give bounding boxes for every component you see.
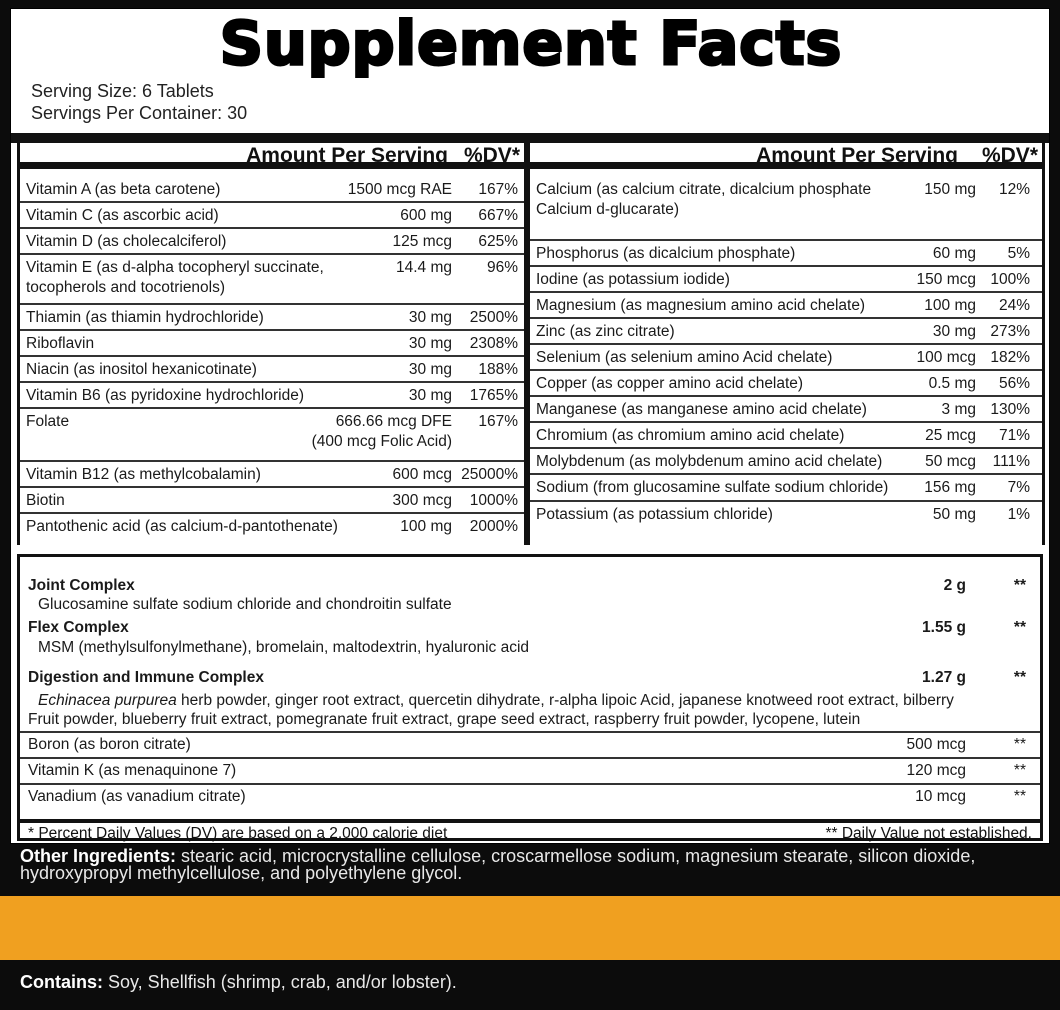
nutrient-dv: 2000% bbox=[469, 518, 518, 535]
nutrient-amount: 3 mg bbox=[941, 401, 976, 418]
nutrient-amount: 156 mg bbox=[924, 479, 976, 496]
nutrient-row bbox=[20, 255, 524, 305]
blend-description: Glucosamine sulfate sodium chloride and chondroitin sulfate bbox=[38, 596, 452, 613]
footnote-dv: * Percent Daily Values (DV) are based on a 2,000 calorie diet bbox=[28, 825, 448, 842]
blends-section bbox=[17, 554, 1043, 841]
nutrient-amount: 300 mcg bbox=[392, 492, 452, 509]
nutrient-row bbox=[20, 305, 524, 331]
nutrient-amount: 1500 mcg RAE bbox=[347, 181, 452, 198]
nutrient-dv: 667% bbox=[478, 207, 518, 224]
nutrient-dv: 2308% bbox=[469, 335, 518, 352]
nutrient-amount: 600 mcg bbox=[392, 466, 452, 483]
blend-dv: ** bbox=[1013, 669, 1026, 686]
nutrient-row bbox=[20, 357, 524, 383]
nutrient-name: Vitamin C (as ascorbic acid) bbox=[26, 207, 219, 224]
nutrient-row bbox=[530, 371, 1042, 397]
footnote bbox=[20, 819, 1040, 841]
extra-name: Vanadium (as vanadium citrate) bbox=[28, 788, 246, 805]
divider bbox=[20, 731, 1040, 733]
extra-amount: 10 mcg bbox=[915, 788, 966, 805]
blend-description: MSM (methylsulfonylmethane), bromelain, maltodextrin, hyaluronic acid bbox=[38, 639, 530, 656]
nutrient-row bbox=[20, 177, 524, 203]
accent-band bbox=[0, 896, 1060, 960]
nutrient-name: Manganese (as manganese amino acid chelate) bbox=[536, 401, 867, 418]
blend-dv: ** bbox=[1013, 619, 1026, 636]
extra-dv: ** bbox=[1013, 788, 1026, 805]
blend-name: Digestion and Immune Complex bbox=[28, 669, 264, 686]
nutrient-dv: 1000% bbox=[469, 492, 518, 509]
nutrient-amount-2: (400 mcg Folic Acid) bbox=[311, 433, 452, 450]
nutrient-row bbox=[530, 267, 1042, 293]
nutrient-dv: 167% bbox=[478, 181, 518, 198]
blend-description-italic: Echinacea purpurea bbox=[38, 692, 177, 709]
nutrient-name: Folate bbox=[26, 413, 70, 430]
extra-amount: 500 mcg bbox=[906, 736, 966, 753]
amount-header: Amount Per Serving bbox=[756, 144, 958, 167]
other-ingredients-text: stearic acid, microcrystalline cellulose, croscarmellose sodium, magnesium stearate, silicon dioxide, bbox=[176, 846, 976, 866]
nutrient-name: Riboflavin bbox=[26, 335, 95, 352]
nutrient-name: Sodium (from glucosamine sulfate sodium chloride) bbox=[536, 479, 889, 496]
nutrient-name: Pantothenic acid (as calcium-d-pantothenate) bbox=[26, 518, 338, 535]
nutrient-amount: 25 mcg bbox=[925, 427, 976, 444]
nutrient-row bbox=[20, 409, 524, 462]
nutrient-row bbox=[20, 229, 524, 255]
nutrient-dv: 273% bbox=[990, 323, 1030, 340]
nutrient-row bbox=[20, 488, 524, 514]
nutrient-name: Phosphorus (as dicalcium phosphate) bbox=[536, 245, 796, 262]
nutrient-row bbox=[530, 319, 1042, 345]
nutrient-dv: 12% bbox=[998, 181, 1030, 198]
nutrient-name: Niacin (as inositol hexanicotinate) bbox=[26, 361, 257, 378]
nutrient-row bbox=[530, 423, 1042, 449]
nutrient-name: Potassium (as potassium chloride) bbox=[536, 506, 773, 523]
nutrient-row bbox=[530, 449, 1042, 475]
dv-header: %DV* bbox=[463, 144, 520, 167]
nutrient-amount: 666.66 mcg DFE bbox=[335, 413, 452, 430]
nutrient-dv: 71% bbox=[998, 427, 1030, 444]
mineral-rows bbox=[530, 177, 1042, 532]
nutrient-dv: 56% bbox=[998, 375, 1030, 392]
nutrient-dv: 100% bbox=[990, 271, 1030, 288]
vitamins-column bbox=[17, 143, 527, 545]
allergen-statement bbox=[20, 972, 457, 992]
nutrient-dv: 1765% bbox=[469, 387, 518, 404]
contains-label: Contains: bbox=[20, 972, 103, 992]
nutrient-name: Thiamin (as thiamin hydrochloride) bbox=[26, 309, 264, 326]
other-ingredients-label: Other Ingredients: bbox=[20, 846, 177, 866]
nutrient-row bbox=[530, 475, 1042, 502]
column-header bbox=[530, 143, 1042, 169]
nutrient-name: Copper (as copper amino acid chelate) bbox=[536, 375, 804, 392]
nutrient-amount: 30 mg bbox=[408, 309, 452, 326]
blend-amount: 1.27 g bbox=[922, 669, 966, 686]
other-ingredients bbox=[20, 848, 1050, 882]
nutrient-amount: 30 mg bbox=[408, 335, 452, 352]
column-header bbox=[20, 143, 524, 169]
nutrient-amount: 125 mcg bbox=[392, 233, 452, 250]
nutrient-row bbox=[20, 331, 524, 357]
nutrient-row bbox=[530, 177, 1042, 241]
nutrient-name: Magnesium (as magnesium amino acid chelate) bbox=[536, 297, 866, 314]
blend-name: Flex Complex bbox=[28, 619, 129, 636]
nutrient-dv: 96% bbox=[486, 259, 518, 276]
nutrient-name-2: Calcium d-glucarate) bbox=[536, 201, 679, 218]
nutrient-row bbox=[20, 514, 524, 540]
divider-bar bbox=[11, 133, 1049, 143]
nutrient-amount: 14.4 mg bbox=[395, 259, 452, 276]
nutrient-name: Vitamin B6 (as pyridoxine hydrochloride) bbox=[26, 387, 304, 404]
nutrient-dv: 25000% bbox=[461, 466, 518, 483]
nutrient-row bbox=[20, 383, 524, 409]
divider bbox=[20, 757, 1040, 759]
nutrient-amount: 60 mg bbox=[932, 245, 976, 262]
nutrient-name: Molybdenum (as molybdenum amino acid chelate) bbox=[536, 453, 883, 470]
nutrient-amount: 100 mg bbox=[400, 518, 452, 535]
nutrient-dv: 188% bbox=[478, 361, 518, 378]
nutrient-name: Vitamin A (as beta carotene) bbox=[26, 181, 221, 198]
blend-description bbox=[38, 692, 1032, 710]
nutrient-dv: 167% bbox=[478, 413, 518, 430]
nutrient-row bbox=[530, 241, 1042, 267]
minerals-column bbox=[527, 143, 1045, 545]
nutrient-dv: 130% bbox=[990, 401, 1030, 418]
nutrient-amount: 30 mg bbox=[408, 361, 452, 378]
footnote-not-established: ** Daily Value not established. bbox=[825, 825, 1032, 842]
nutrient-amount: 30 mg bbox=[408, 387, 452, 404]
nutrient-row bbox=[530, 397, 1042, 423]
nutrient-row bbox=[530, 345, 1042, 371]
nutrient-amount: 50 mg bbox=[932, 506, 976, 523]
nutrient-amount: 30 mg bbox=[932, 323, 976, 340]
nutrient-name: Vitamin D (as cholecalciferol) bbox=[26, 233, 227, 250]
blend-description-2: Fruit powder, blueberry fruit extract, pomegranate fruit extract, grape seed extract, raspberry fruit powder, lycopene, lutein bbox=[28, 711, 861, 728]
nutrient-dv: 1% bbox=[1007, 506, 1030, 523]
nutrient-name: Zinc (as zinc citrate) bbox=[536, 323, 675, 340]
nutrient-name-2: tocopherols and tocotrienols) bbox=[26, 279, 226, 296]
nutrient-dv: 182% bbox=[990, 349, 1030, 366]
nutrient-dv: 7% bbox=[1007, 479, 1030, 496]
vitamin-rows bbox=[20, 177, 524, 540]
extra-amount: 120 mcg bbox=[906, 762, 966, 779]
nutrient-amount: 150 mg bbox=[924, 181, 976, 198]
extra-dv: ** bbox=[1013, 762, 1026, 779]
nutrient-row bbox=[530, 502, 1042, 532]
nutrient-amount: 0.5 mg bbox=[928, 375, 976, 392]
blend-amount: 2 g bbox=[943, 577, 966, 594]
nutrient-dv: 111% bbox=[992, 453, 1030, 470]
extra-name: Boron (as boron citrate) bbox=[28, 736, 191, 753]
other-ingredients-text-2: hydroxypropyl methylcellulose, and polyethylene glycol. bbox=[20, 863, 463, 883]
nutrient-dv: 2500% bbox=[469, 309, 518, 326]
nutrient-name: Vitamin B12 (as methylcobalamin) bbox=[26, 466, 261, 483]
nutrient-name: Selenium (as selenium amino Acid chelate) bbox=[536, 349, 833, 366]
blend-amount: 1.55 g bbox=[922, 619, 966, 636]
nutrient-name: Iodine (as potassium iodide) bbox=[536, 271, 730, 288]
nutrient-name: Calcium (as calcium citrate, dicalcium phosphate bbox=[536, 181, 872, 198]
blend-description-text: herb powder, ginger root extract, quercetin dihydrate, r-alpha lipoic Acid, japanese knotweed root extract, bilberry bbox=[176, 692, 954, 709]
nutrient-amount: 600 mg bbox=[400, 207, 452, 224]
supplement-facts-panel bbox=[10, 8, 1050, 844]
extra-name: Vitamin K (as menaquinone 7) bbox=[28, 762, 237, 779]
extra-dv: ** bbox=[1013, 736, 1026, 753]
nutrient-name: Chromium (as chromium amino acid chelate) bbox=[536, 427, 845, 444]
nutrient-amount: 100 mcg bbox=[916, 349, 976, 366]
divider bbox=[20, 783, 1040, 785]
contains-text: Soy, Shellfish (shrimp, crab, and/or lobster). bbox=[103, 972, 457, 992]
nutrient-dv: 24% bbox=[998, 297, 1030, 314]
servings-per-container: Servings Per Container: 30 bbox=[31, 103, 248, 123]
nutrient-amount: 150 mcg bbox=[916, 271, 976, 288]
nutrient-row bbox=[20, 462, 524, 488]
panel-title: Supplement Facts bbox=[219, 9, 843, 79]
nutrient-name: Biotin bbox=[26, 492, 65, 509]
nutrient-amount: 50 mcg bbox=[925, 453, 976, 470]
dv-header: %DV* bbox=[981, 144, 1038, 167]
nutrient-row bbox=[530, 293, 1042, 319]
blend-name: Joint Complex bbox=[28, 577, 135, 594]
nutrient-name: Vitamin E (as d-alpha tocopheryl succinate, bbox=[26, 259, 324, 276]
nutrient-dv: 625% bbox=[478, 233, 518, 250]
amount-header: Amount Per Serving bbox=[246, 144, 448, 167]
serving-size: Serving Size: 6 Tablets bbox=[31, 81, 214, 101]
nutrient-row bbox=[20, 203, 524, 229]
nutrient-dv: 5% bbox=[1007, 245, 1030, 262]
blend-dv: ** bbox=[1013, 577, 1026, 594]
nutrient-amount: 100 mg bbox=[924, 297, 976, 314]
